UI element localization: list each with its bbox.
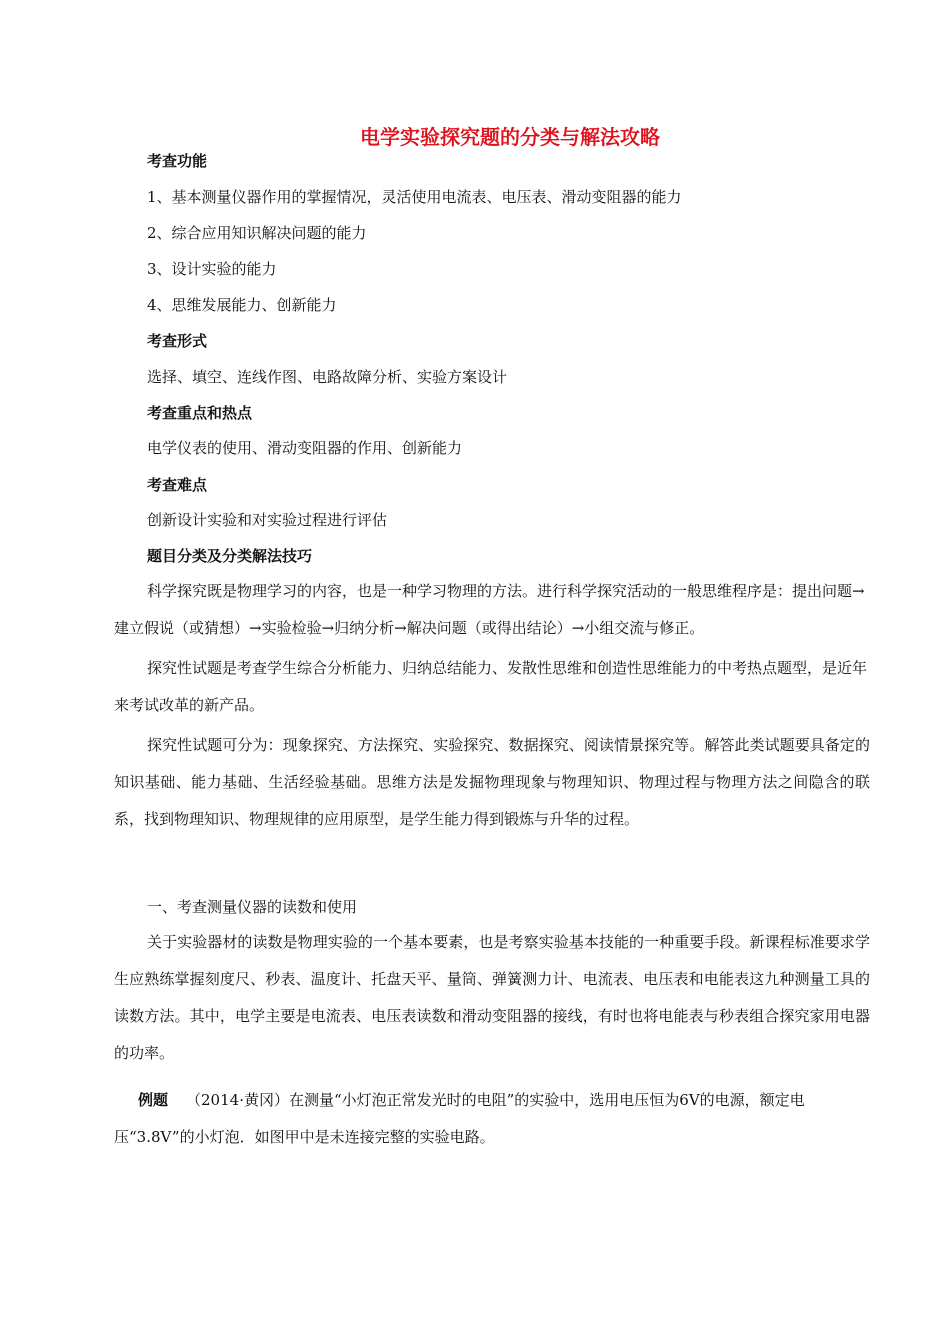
form-heading: 考查形式 xyxy=(147,332,208,350)
form-text: 选择、填空、连线作图、电路故障分析、实验方案设计 xyxy=(147,368,508,386)
function-item-3: 3、设计实验的能力 xyxy=(147,260,277,278)
focus-text: 电学仪表的使用、滑动变阻器的作用、创新能力 xyxy=(147,439,463,457)
function-heading: 考查功能 xyxy=(147,152,208,170)
page-title: 电学实验探究题的分类与解法攻略 xyxy=(360,125,660,149)
difficulty-text: 创新设计实验和对实验过程进行评估 xyxy=(147,511,388,529)
example-text: （2014·黄冈）在测量“小灯泡正常发光时的电阻”的实验中，选用电压恒为6V的电源，额定电压“3.8V”的小灯泡．如图甲中是未连接完整的实验电路。 xyxy=(114,1091,805,1146)
example-label: 例题 xyxy=(138,1091,169,1109)
section-1-heading: 一、考查测量仪器的读数和使用 xyxy=(147,898,358,916)
classification-heading: 题目分类及分类解法技巧 xyxy=(147,547,313,565)
difficulty-heading: 考查难点 xyxy=(147,476,208,494)
function-item-1: 1、基本测量仪器作用的掌握情况，灵活使用电流表、电压表、滑动变阻器的能力 xyxy=(147,188,682,206)
classification-paragraph-2: 探究性试题是考查学生综合分析能力、归纳总结能力、发散性思维和创造性思维能力的中考热点题型，是近年来考试改革的新产品。 xyxy=(114,659,868,714)
example-paragraph xyxy=(114,1082,870,1156)
function-item-4: 4、思维发展能力、创新能力 xyxy=(147,296,337,314)
focus-heading: 考查重点和热点 xyxy=(147,404,253,422)
function-item-2: 2、综合应用知识解决问题的能力 xyxy=(147,224,367,242)
classification-paragraph-1: 科学探究既是物理学习的内容，也是一种学习物理的方法。进行科学探究活动的一般思维程序是：提出问题→建立假说（或猜想）→实验检验→归纳分析→解决问题（或得出结论）→小组交流与修正。 xyxy=(114,582,865,637)
section-1-paragraph: 关于实验器材的读数是物理实验的一个基本要素，也是考察实验基本技能的一种重要手段。新课程标准要求学生应熟练掌握刻度尺、秒表、温度计、托盘天平、量筒、弹簧测力计、电流表、电压表和电能表这九种测量工具的读数方法。其中，电学主要是电流表、电压表读数和滑动变阻器的接线，有时也将电能表与秒表组合探究家用电器的功率。 xyxy=(114,933,870,1062)
classification-paragraph-3: 探究性试题可分为：现象探究、方法探究、实验探究、数据探究、阅读情景探究等。解答此类试题要具备定的知识基础、能力基础、生活经验基础。思维方法是发掘物理现象与物理知识、物理过程与物理方法之间隐含的联系，找到物理知识、物理规律的应用原型，是学生能力得到锻炼与升华的过程。 xyxy=(114,736,870,828)
